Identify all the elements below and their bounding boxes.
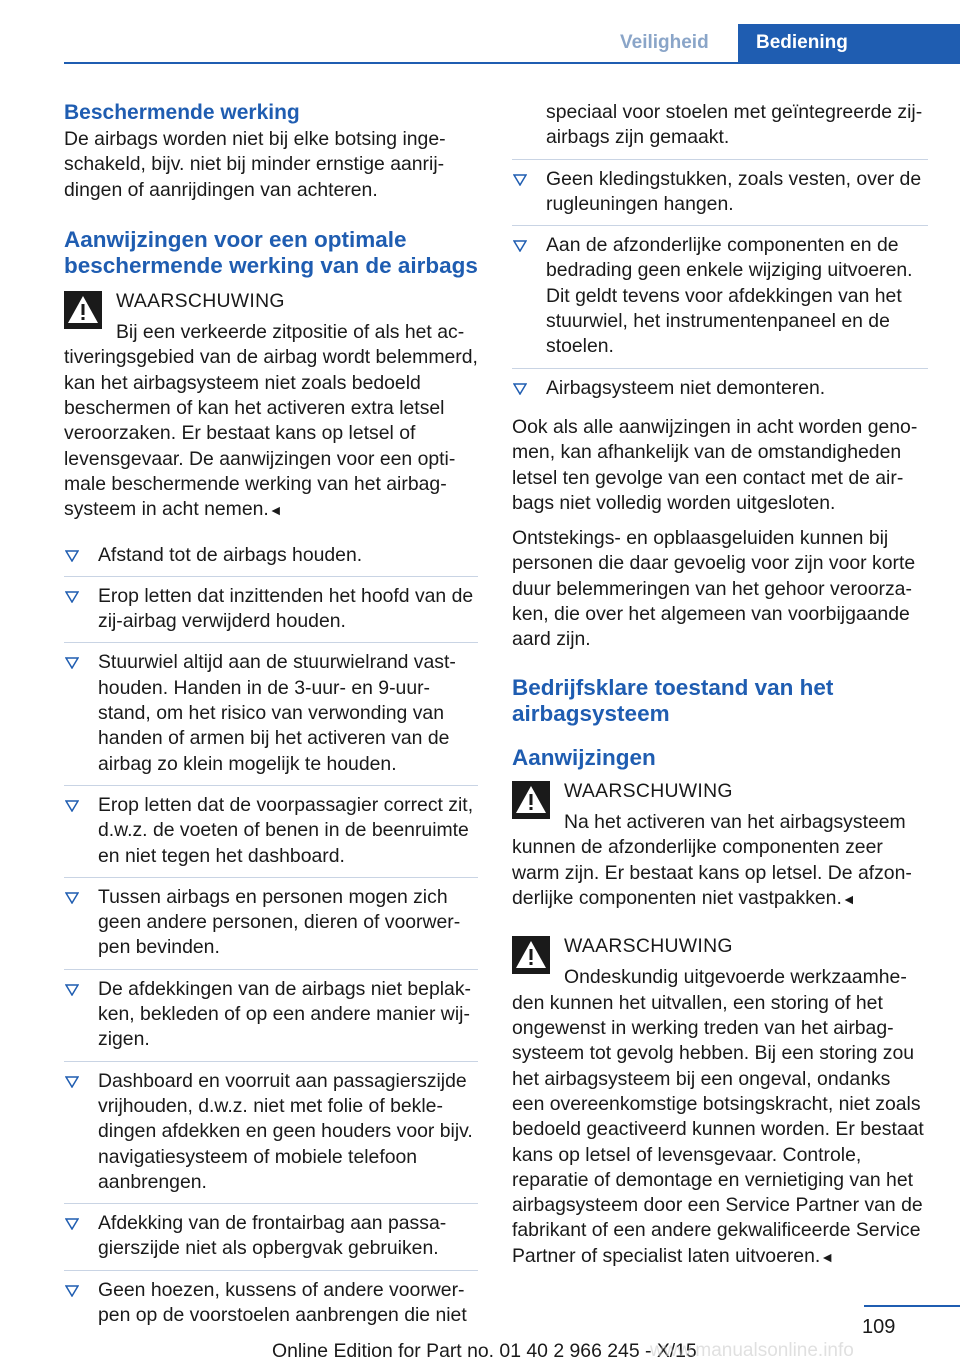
list-item bbox=[64, 1204, 478, 1271]
triangle-bullet-icon bbox=[513, 174, 527, 186]
list-item bbox=[64, 1271, 478, 1337]
right-column bbox=[512, 100, 928, 1282]
list-item bbox=[64, 970, 478, 1062]
warning-text: Na het activeren van het airbagsysteem kunnen de afzonderlijke componenten zeer warm zijn. Er bestaat kans op letsel. De afzonderlijke componenten niet vastpakken. bbox=[512, 810, 912, 909]
section-tabs bbox=[604, 24, 960, 62]
warning-text: Ondeskundig uitgevoerde werkzaamheden kunnen het uitvallen, een storing of het ongewenst in werking treden van het airbagsysteem tot gevolg hebben. Bij een storing zou het airbagsysteem bij een ongeval, ondanks een overeenkomstige botsingskracht, niet zoals bedoeld geactiveerd kunnen worden. Er bestaat kans op letsel of levensgevaar. Controle, reparatie of demontage en vernietiging van het airbagsysteem door een Service Partner van de fabrikant of een andere gekwalificeerde Service Partner of specialist laten uitvoeren. bbox=[512, 966, 924, 1267]
heading-notes: Aanwijzingen bbox=[512, 744, 656, 770]
paragraph-contact: Ook als alle aanwijzingen in acht worden genomen, kan afhankelijk van de omstandigheden letsel ten gevolge van een contact met de airbags niet volledig worden uitgesloten. bbox=[512, 415, 918, 514]
list-item-text: Dashboard en voorruit aan passagierszijde vrijhouden, d.w.z. niet met folie of bekledingen afdekken en geen houders voor bijv. navigatiesysteem of mobiele telefoon aanbrengen. bbox=[98, 1069, 473, 1193]
triangle-bullet-icon bbox=[513, 240, 527, 252]
triangle-bullet-icon bbox=[65, 550, 79, 562]
list-item bbox=[64, 577, 478, 644]
triangle-bullet-icon bbox=[65, 1076, 79, 1088]
bullet-list-right bbox=[512, 160, 928, 409]
list-item-text: Erop letten dat de voorpassagier correct zit, d.w.z. de voeten of benen in de beenruimte en niet tegen het dashboard. bbox=[98, 793, 474, 867]
list-item bbox=[512, 369, 928, 409]
list-item-text: Geen kledingstukken, zoals vesten, over de rugleuningen hangen. bbox=[546, 167, 922, 215]
bullet-list-left bbox=[64, 536, 478, 1337]
triangle-bullet-icon bbox=[65, 892, 79, 904]
warning-block-3 bbox=[512, 934, 928, 1270]
list-item-text: De afdekkingen van de airbags niet beplakken, bekleden of op een andere manier wijzigen. bbox=[98, 977, 471, 1051]
warning-title: WAARSCHUWING bbox=[564, 779, 733, 802]
left-column bbox=[64, 100, 478, 1336]
list-item bbox=[64, 536, 478, 577]
warning-title: WAARSCHUWING bbox=[564, 935, 733, 958]
edition-footer: Online Edition for Part no. 01 40 2 966 245 - X/15 bbox=[272, 1340, 697, 1362]
list-item bbox=[64, 643, 478, 785]
paragraph-sounds: Ontstekings- en opblaasgeluiden kunnen bij personen die daar gevoelig voor zijn voor korte duur belemmeringen van het gehoor veroorzaken, die over het algemeen van voorbijgaande aard zijn. bbox=[512, 527, 916, 651]
triangle-bullet-icon bbox=[513, 383, 527, 395]
triangle-bullet-icon bbox=[65, 1285, 79, 1297]
warning-triangle-icon bbox=[512, 936, 550, 974]
list-item-continuation: speciaal voor stoelen met geïntegreerde zij-airbags zijn gemaakt. bbox=[512, 100, 928, 160]
heading-protective: Beschermende werking bbox=[64, 101, 300, 124]
triangle-bullet-icon bbox=[65, 1218, 79, 1230]
triangle-bullet-icon bbox=[65, 657, 79, 669]
end-mark: ◄ bbox=[268, 502, 283, 519]
list-item bbox=[64, 878, 478, 970]
list-item-text: Erop letten dat inzittenden het hoofd van de zij-airbag verwijderd houden. bbox=[98, 584, 474, 633]
list-item-text: Tussen airbags en personen mogen zich geen andere personen, dieren of voorwerpen bevinden. bbox=[98, 885, 461, 959]
tab-bediening[interactable]: Bediening bbox=[738, 24, 960, 62]
warning-triangle-icon bbox=[64, 291, 102, 329]
triangle-bullet-icon bbox=[65, 800, 79, 812]
list-item-text: Afstand tot de airbags houden. bbox=[98, 543, 363, 566]
tab-veiligheid[interactable]: Veiligheid bbox=[620, 32, 709, 53]
triangle-bullet-icon bbox=[65, 984, 79, 996]
watermark: www.manualsonline.info bbox=[650, 1340, 854, 1361]
list-item bbox=[64, 1062, 478, 1204]
heading-tips: Aanwijzingen voor een optimale beschermende werking van de airbags bbox=[64, 226, 478, 278]
list-item bbox=[64, 786, 478, 878]
end-mark: ◄ bbox=[841, 890, 856, 907]
list-item-text: Geen hoezen, kussens of andere voorwerpen op de voorstoelen aanbrengen die niet bbox=[98, 1278, 467, 1326]
triangle-bullet-icon bbox=[65, 591, 79, 603]
warning-title: WAARSCHUWING bbox=[116, 289, 285, 312]
list-item-text: Airbagsysteem niet demonteren. bbox=[546, 376, 826, 399]
list-item bbox=[512, 226, 928, 368]
page-number: 109 bbox=[862, 1316, 896, 1338]
footer-rule bbox=[864, 1305, 960, 1307]
list-item bbox=[512, 160, 928, 227]
list-item-text: Aan de afzonderlijke componenten en de bedrading geen enkele wijziging uitvoeren. Dit geldt tevens voor afdekkingen van het stuurwiel, het instrumentenpaneel en de stoelen. bbox=[546, 234, 913, 358]
warning-block-1 bbox=[64, 289, 478, 524]
header-rule bbox=[64, 62, 960, 64]
warning-triangle-icon bbox=[512, 781, 550, 819]
warning-block-2 bbox=[512, 779, 928, 912]
warning-text: Bij een verkeerde zitpositie of als het activeringsgebied van de airbag wordt belemmerd, kan het airbagsysteem niet zoals bedoeld beschermen of kan het activeren extra letsel veroorzaken. Er bestaat kans op letsel of levensgevaar. De aanwijzingen voor een optimale beschermende werking van het airbagsysteem in acht nemen. bbox=[64, 321, 478, 521]
end-mark: ◄ bbox=[820, 1248, 835, 1265]
list-item-text: Stuurwiel altijd aan de stuurwielrand vasthouden. Handen in de 3-uur- en 9-uur-stand, om het risico van verwonding van handen of armen bij het activeren van de airbag zo klein mogelijk te houden. bbox=[98, 651, 456, 775]
list-item-text: Afdekking van de frontairbag aan passagierszijde niet als opbergvak gebruiken. bbox=[98, 1212, 447, 1260]
heading-ready-state: Bedrijfsklare toestand van het airbagsysteem bbox=[512, 674, 834, 726]
paragraph-protective: De airbags worden niet bij elke botsing ingeschakeld, bijv. niet bij minder ernstige aanrijdingen of aanrijdingen van achteren. bbox=[64, 128, 446, 201]
